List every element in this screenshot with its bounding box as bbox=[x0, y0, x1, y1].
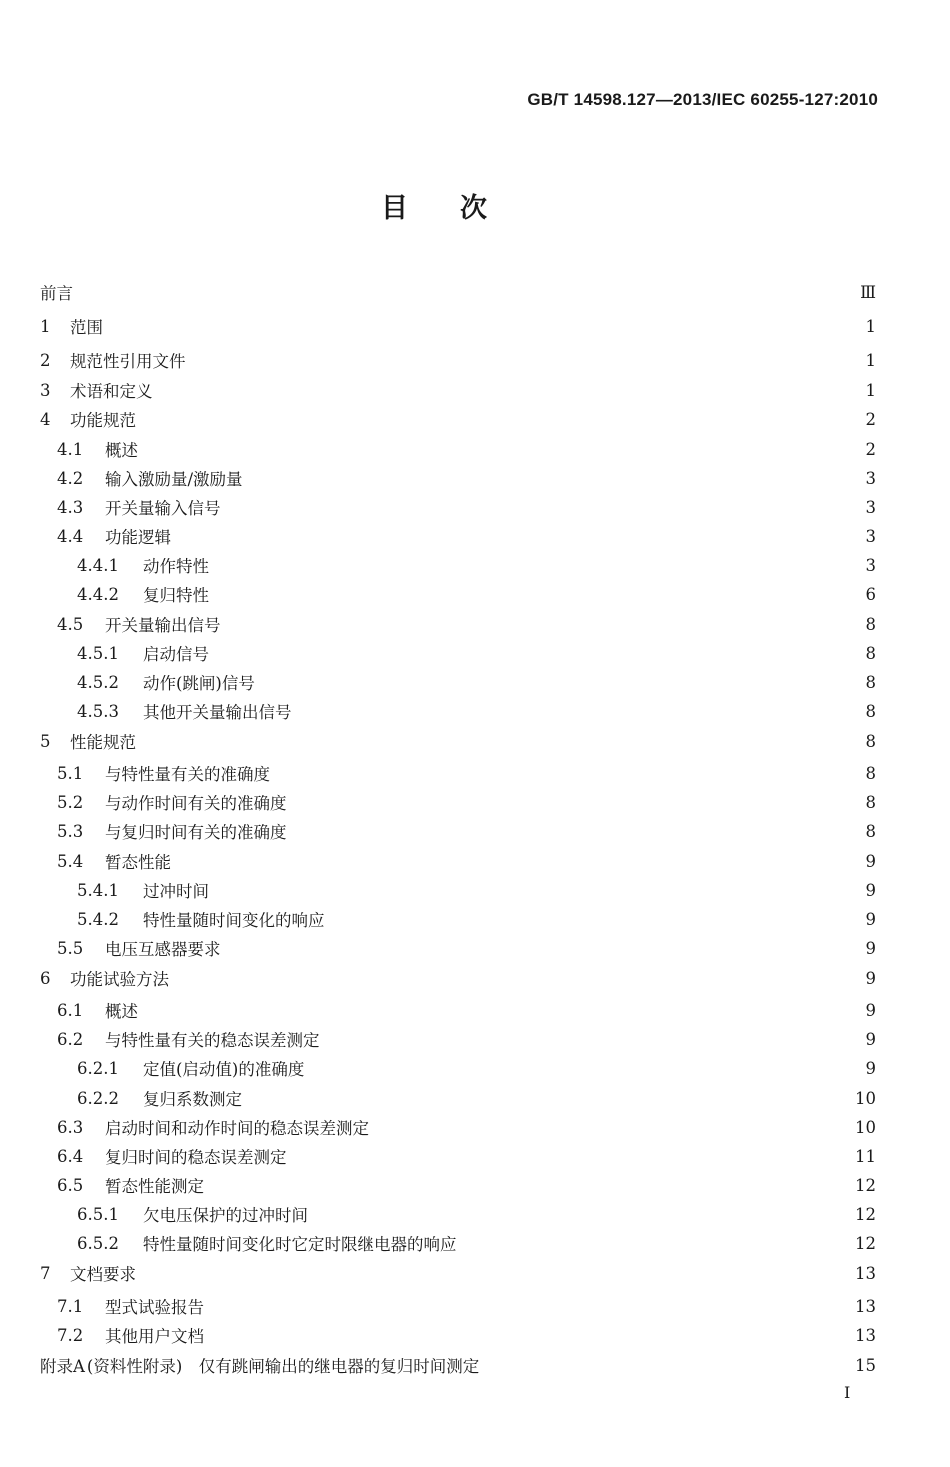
toc-entry-page: 8 bbox=[865, 792, 876, 812]
toc-entry-label: 其他开关量输出信号 bbox=[143, 703, 292, 722]
toc-entry[interactable] bbox=[40, 819, 876, 843]
toc-entry-number: 5.3 bbox=[57, 821, 84, 841]
toc-entry-label: 暂态性能 bbox=[105, 853, 171, 872]
dot-leader bbox=[227, 613, 857, 635]
dot-leader bbox=[79, 281, 854, 303]
toc-entry[interactable] bbox=[40, 1115, 876, 1139]
toc-entry[interactable] bbox=[40, 1086, 876, 1110]
toc-entry-label: 开关量输入信号 bbox=[105, 499, 221, 518]
toc-entry-label: 复归特性 bbox=[143, 586, 209, 605]
dot-leader bbox=[331, 908, 857, 930]
toc-entry-label: 动作(跳闸)信号 bbox=[143, 674, 255, 693]
toc-entry[interactable] bbox=[40, 1353, 876, 1377]
dot-leader bbox=[298, 700, 857, 722]
toc-entry-page: 1 bbox=[865, 350, 876, 370]
dot-leader bbox=[142, 1262, 849, 1284]
toc-entry-label: 启动信号 bbox=[143, 645, 209, 664]
dot-leader bbox=[261, 671, 856, 693]
toc-entry[interactable] bbox=[40, 1231, 876, 1255]
standard-code: GB/T 14598.127—2013/IEC 60255-127:2010 bbox=[527, 90, 878, 109]
toc-entry-label: 与复归时间有关的准确度 bbox=[105, 823, 287, 842]
dot-leader bbox=[144, 438, 856, 460]
toc-entry-label: 与动作时间有关的准确度 bbox=[105, 794, 287, 813]
toc-entry-page: 12 bbox=[855, 1204, 876, 1224]
toc-entry[interactable] bbox=[40, 1027, 876, 1051]
toc-entry-label: 其他用户文档 bbox=[105, 1327, 204, 1346]
toc-entry-page: 3 bbox=[865, 497, 876, 517]
toc-entry-page: 15 bbox=[855, 1355, 876, 1375]
toc-entry-label: 欠电压保护的过冲时间 bbox=[143, 1206, 308, 1225]
toc-entry-page: 9 bbox=[865, 1058, 876, 1078]
toc-entry-number: 6.2.1 bbox=[77, 1058, 119, 1078]
dot-leader bbox=[215, 642, 856, 664]
toc-entry-page: 8 bbox=[865, 672, 876, 692]
toc-entry[interactable] bbox=[40, 1173, 876, 1197]
toc-entry-number: 6.5.2 bbox=[77, 1233, 119, 1253]
toc-entry-label: 规范性引用文件 bbox=[70, 352, 186, 371]
toc-entry-number: 4.2 bbox=[57, 468, 84, 488]
dot-leader bbox=[142, 408, 856, 430]
toc-entry[interactable] bbox=[40, 314, 876, 338]
toc-entry-number: 5.4.1 bbox=[77, 880, 119, 900]
toc-entry[interactable] bbox=[40, 553, 876, 577]
toc-entry-number: 4.4.1 bbox=[77, 555, 119, 575]
dot-leader bbox=[293, 791, 857, 813]
toc-entry[interactable] bbox=[40, 761, 876, 785]
toc-entry-number: 4.3 bbox=[57, 497, 84, 517]
toc-entry[interactable] bbox=[40, 466, 876, 490]
toc-entry-number: 6.4 bbox=[57, 1146, 84, 1166]
toc-entry-label: 前言 bbox=[40, 284, 73, 303]
toc-entry-page: 8 bbox=[865, 731, 876, 751]
toc-entry-number: 3 bbox=[40, 380, 51, 400]
toc-entry-number: 5.4.2 bbox=[77, 909, 119, 929]
dot-leader bbox=[177, 850, 856, 872]
dot-leader bbox=[463, 1232, 850, 1254]
toc-entry-label: 范围 bbox=[70, 318, 103, 337]
toc-entry-number: 6.2.2 bbox=[77, 1088, 119, 1108]
toc-entry-page: 1 bbox=[865, 380, 876, 400]
toc-entry[interactable] bbox=[40, 670, 876, 694]
toc-entry-number: 5 bbox=[40, 731, 51, 751]
toc-entry[interactable] bbox=[40, 280, 876, 304]
toc-entry-page: 6 bbox=[865, 584, 876, 604]
toc-entry-label: 概述 bbox=[105, 441, 138, 460]
toc-entry[interactable] bbox=[40, 407, 876, 431]
dot-leader bbox=[175, 967, 856, 989]
toc-entry-number: 4.5 bbox=[57, 614, 84, 634]
toc-entry-page: 2 bbox=[865, 409, 876, 429]
toc-entry-label: 功能规范 bbox=[70, 411, 136, 430]
dot-leader bbox=[310, 1057, 856, 1079]
dot-leader bbox=[159, 379, 857, 401]
dot-leader bbox=[210, 1295, 849, 1317]
toc-entry[interactable] bbox=[40, 966, 876, 990]
toc-entry-label: (资料性附录) 仅有跳闸输出的继电器的复归时间测定 bbox=[86, 1357, 480, 1376]
toc-entry-number: 5.1 bbox=[57, 763, 84, 783]
toc-entry[interactable] bbox=[40, 998, 876, 1022]
toc-entry-number: 7 bbox=[40, 1263, 51, 1283]
toc-entry-label: 复归系数测定 bbox=[143, 1090, 242, 1109]
dot-leader bbox=[248, 1087, 849, 1109]
toc-entry-label: 电压互感器要求 bbox=[105, 940, 221, 959]
toc-entry-page: 3 bbox=[865, 555, 876, 575]
toc-entry-number: 4 bbox=[40, 409, 51, 429]
toc-entry-number: 6.5.1 bbox=[77, 1204, 119, 1224]
dot-leader bbox=[142, 730, 856, 752]
dot-leader bbox=[314, 1203, 849, 1225]
toc-entry-number: 5.2 bbox=[57, 792, 84, 812]
toc-entry[interactable] bbox=[40, 612, 876, 636]
dot-leader bbox=[249, 467, 856, 489]
toc-entry[interactable] bbox=[40, 729, 876, 753]
toc-entry-page: 13 bbox=[855, 1296, 876, 1316]
toc-entry-page: 8 bbox=[865, 643, 876, 663]
toc-entry-page: 1 bbox=[865, 316, 876, 336]
dot-leader bbox=[215, 583, 856, 605]
toc-entry-page: 2 bbox=[865, 439, 876, 459]
toc-entry-number: 6.5 bbox=[57, 1175, 84, 1195]
toc-entry-label: 特性量随时间变化时它定时限继电器的响应 bbox=[143, 1235, 457, 1254]
toc-entry-page: 8 bbox=[865, 701, 876, 721]
toc-entry-label: 功能逻辑 bbox=[105, 528, 171, 547]
toc-entry-number: 6 bbox=[40, 968, 51, 988]
toc-entry[interactable] bbox=[40, 495, 876, 519]
dot-leader bbox=[227, 937, 857, 959]
toc-entry[interactable] bbox=[40, 437, 876, 461]
toc-entry-number: 2 bbox=[40, 350, 51, 370]
dot-leader bbox=[326, 1028, 857, 1050]
dot-leader bbox=[293, 820, 857, 842]
toc-entry[interactable] bbox=[40, 849, 876, 873]
toc-entry-page: 10 bbox=[855, 1088, 876, 1108]
toc-entry-page: 13 bbox=[855, 1325, 876, 1345]
toc-entry[interactable] bbox=[40, 878, 876, 902]
toc-entry-label: 术语和定义 bbox=[70, 382, 153, 401]
toc-entry-page: 9 bbox=[865, 851, 876, 871]
dot-leader bbox=[375, 1116, 849, 1138]
toc-entry-label: 文档要求 bbox=[70, 1265, 136, 1284]
toc-entry-number: 6.2 bbox=[57, 1029, 84, 1049]
toc-entry-number: 附录A bbox=[40, 1357, 85, 1376]
dot-leader bbox=[485, 1354, 849, 1376]
dot-leader bbox=[210, 1324, 849, 1346]
toc-entry-page: 9 bbox=[865, 1000, 876, 1020]
toc-entry-label: 开关量输出信号 bbox=[105, 616, 221, 635]
dot-leader bbox=[215, 554, 856, 576]
toc-entry-number: 5.4 bbox=[57, 851, 84, 871]
toc-entry-number: 6.3 bbox=[57, 1117, 84, 1137]
page-title: 目次 bbox=[381, 193, 539, 224]
dot-leader bbox=[210, 1174, 849, 1196]
toc-entry[interactable] bbox=[40, 524, 876, 548]
dot-leader bbox=[293, 1145, 850, 1167]
toc-entry-number: 5.5 bbox=[57, 938, 84, 958]
toc-entry-number: 6.1 bbox=[57, 1000, 84, 1020]
toc-entry-label: 与特性量有关的准确度 bbox=[105, 765, 270, 784]
toc-entry[interactable] bbox=[40, 1294, 876, 1318]
toc-entry[interactable] bbox=[40, 1323, 876, 1347]
toc-entry-page: 9 bbox=[865, 909, 876, 929]
toc-entry-page: 8 bbox=[865, 614, 876, 634]
toc-entry-page: 10 bbox=[855, 1117, 876, 1137]
toc-entry[interactable] bbox=[40, 907, 876, 931]
toc-entry-page: 11 bbox=[855, 1146, 876, 1166]
toc-entry[interactable] bbox=[40, 378, 876, 402]
toc-entry-label: 启动时间和动作时间的稳态误差测定 bbox=[105, 1119, 369, 1138]
toc-entry-label: 功能试验方法 bbox=[70, 970, 169, 989]
toc-entry-number: 4.1 bbox=[57, 439, 84, 459]
dot-leader bbox=[215, 879, 856, 901]
toc-entry-page: 3 bbox=[865, 526, 876, 546]
toc-entry-page: 13 bbox=[855, 1263, 876, 1283]
dot-leader bbox=[227, 496, 857, 518]
dot-leader bbox=[109, 315, 856, 337]
toc-entry[interactable] bbox=[40, 1202, 876, 1226]
toc-entry-label: 与特性量有关的稳态误差测定 bbox=[105, 1031, 320, 1050]
toc-entry-page: Ⅲ bbox=[860, 282, 876, 302]
toc-entry-page: 9 bbox=[865, 1029, 876, 1049]
toc-entry-page: 8 bbox=[865, 763, 876, 783]
toc-entry-label: 型式试验报告 bbox=[105, 1298, 204, 1317]
toc-entry-number: 4.4.2 bbox=[77, 584, 119, 604]
toc-entry[interactable] bbox=[40, 699, 876, 723]
dot-leader bbox=[192, 349, 857, 371]
toc-entry-number: 4.5.1 bbox=[77, 643, 119, 663]
toc-entry-label: 性能规范 bbox=[70, 733, 136, 752]
toc-entry[interactable] bbox=[40, 641, 876, 665]
toc-entry-number: 4.4 bbox=[57, 526, 84, 546]
toc-entry-page: 8 bbox=[865, 821, 876, 841]
toc-entry-number: 4.5.2 bbox=[77, 672, 119, 692]
toc-entry[interactable] bbox=[40, 582, 876, 606]
toc-entry-number: 7.1 bbox=[57, 1296, 84, 1316]
toc-entry-page: 3 bbox=[865, 468, 876, 488]
toc-entry[interactable] bbox=[40, 1056, 876, 1080]
toc-entry[interactable] bbox=[40, 790, 876, 814]
toc-entry-number: 7.2 bbox=[57, 1325, 84, 1345]
toc-entry-label: 定值(启动值)的准确度 bbox=[143, 1060, 305, 1079]
toc-entry[interactable] bbox=[40, 936, 876, 960]
toc-entry-page: 9 bbox=[865, 938, 876, 958]
toc-entry-page: 12 bbox=[855, 1233, 876, 1253]
toc-entry-label: 暂态性能测定 bbox=[105, 1177, 204, 1196]
toc-entry-label: 动作特性 bbox=[143, 557, 209, 576]
toc-entry[interactable] bbox=[40, 1261, 876, 1285]
toc-entry-number: 4.5.3 bbox=[77, 701, 119, 721]
toc-entry-page: 9 bbox=[865, 968, 876, 988]
toc-entry[interactable] bbox=[40, 1144, 876, 1168]
toc-entry-label: 输入激励量/激励量 bbox=[105, 470, 243, 489]
dot-leader bbox=[177, 525, 856, 547]
toc-entry-label: 复归时间的稳态误差测定 bbox=[105, 1148, 287, 1167]
dot-leader bbox=[144, 999, 856, 1021]
toc-entry-number: 1 bbox=[40, 316, 51, 336]
toc-entry-label: 过冲时间 bbox=[143, 882, 209, 901]
toc-entry-page: 9 bbox=[865, 880, 876, 900]
toc-entry-label: 特性量随时间变化的响应 bbox=[143, 911, 325, 930]
toc-entry-page: 12 bbox=[855, 1175, 876, 1195]
page-number: I bbox=[844, 1383, 851, 1402]
toc-entry-label: 概述 bbox=[105, 1002, 138, 1021]
dot-leader bbox=[276, 762, 856, 784]
toc-entry[interactable] bbox=[40, 348, 876, 372]
